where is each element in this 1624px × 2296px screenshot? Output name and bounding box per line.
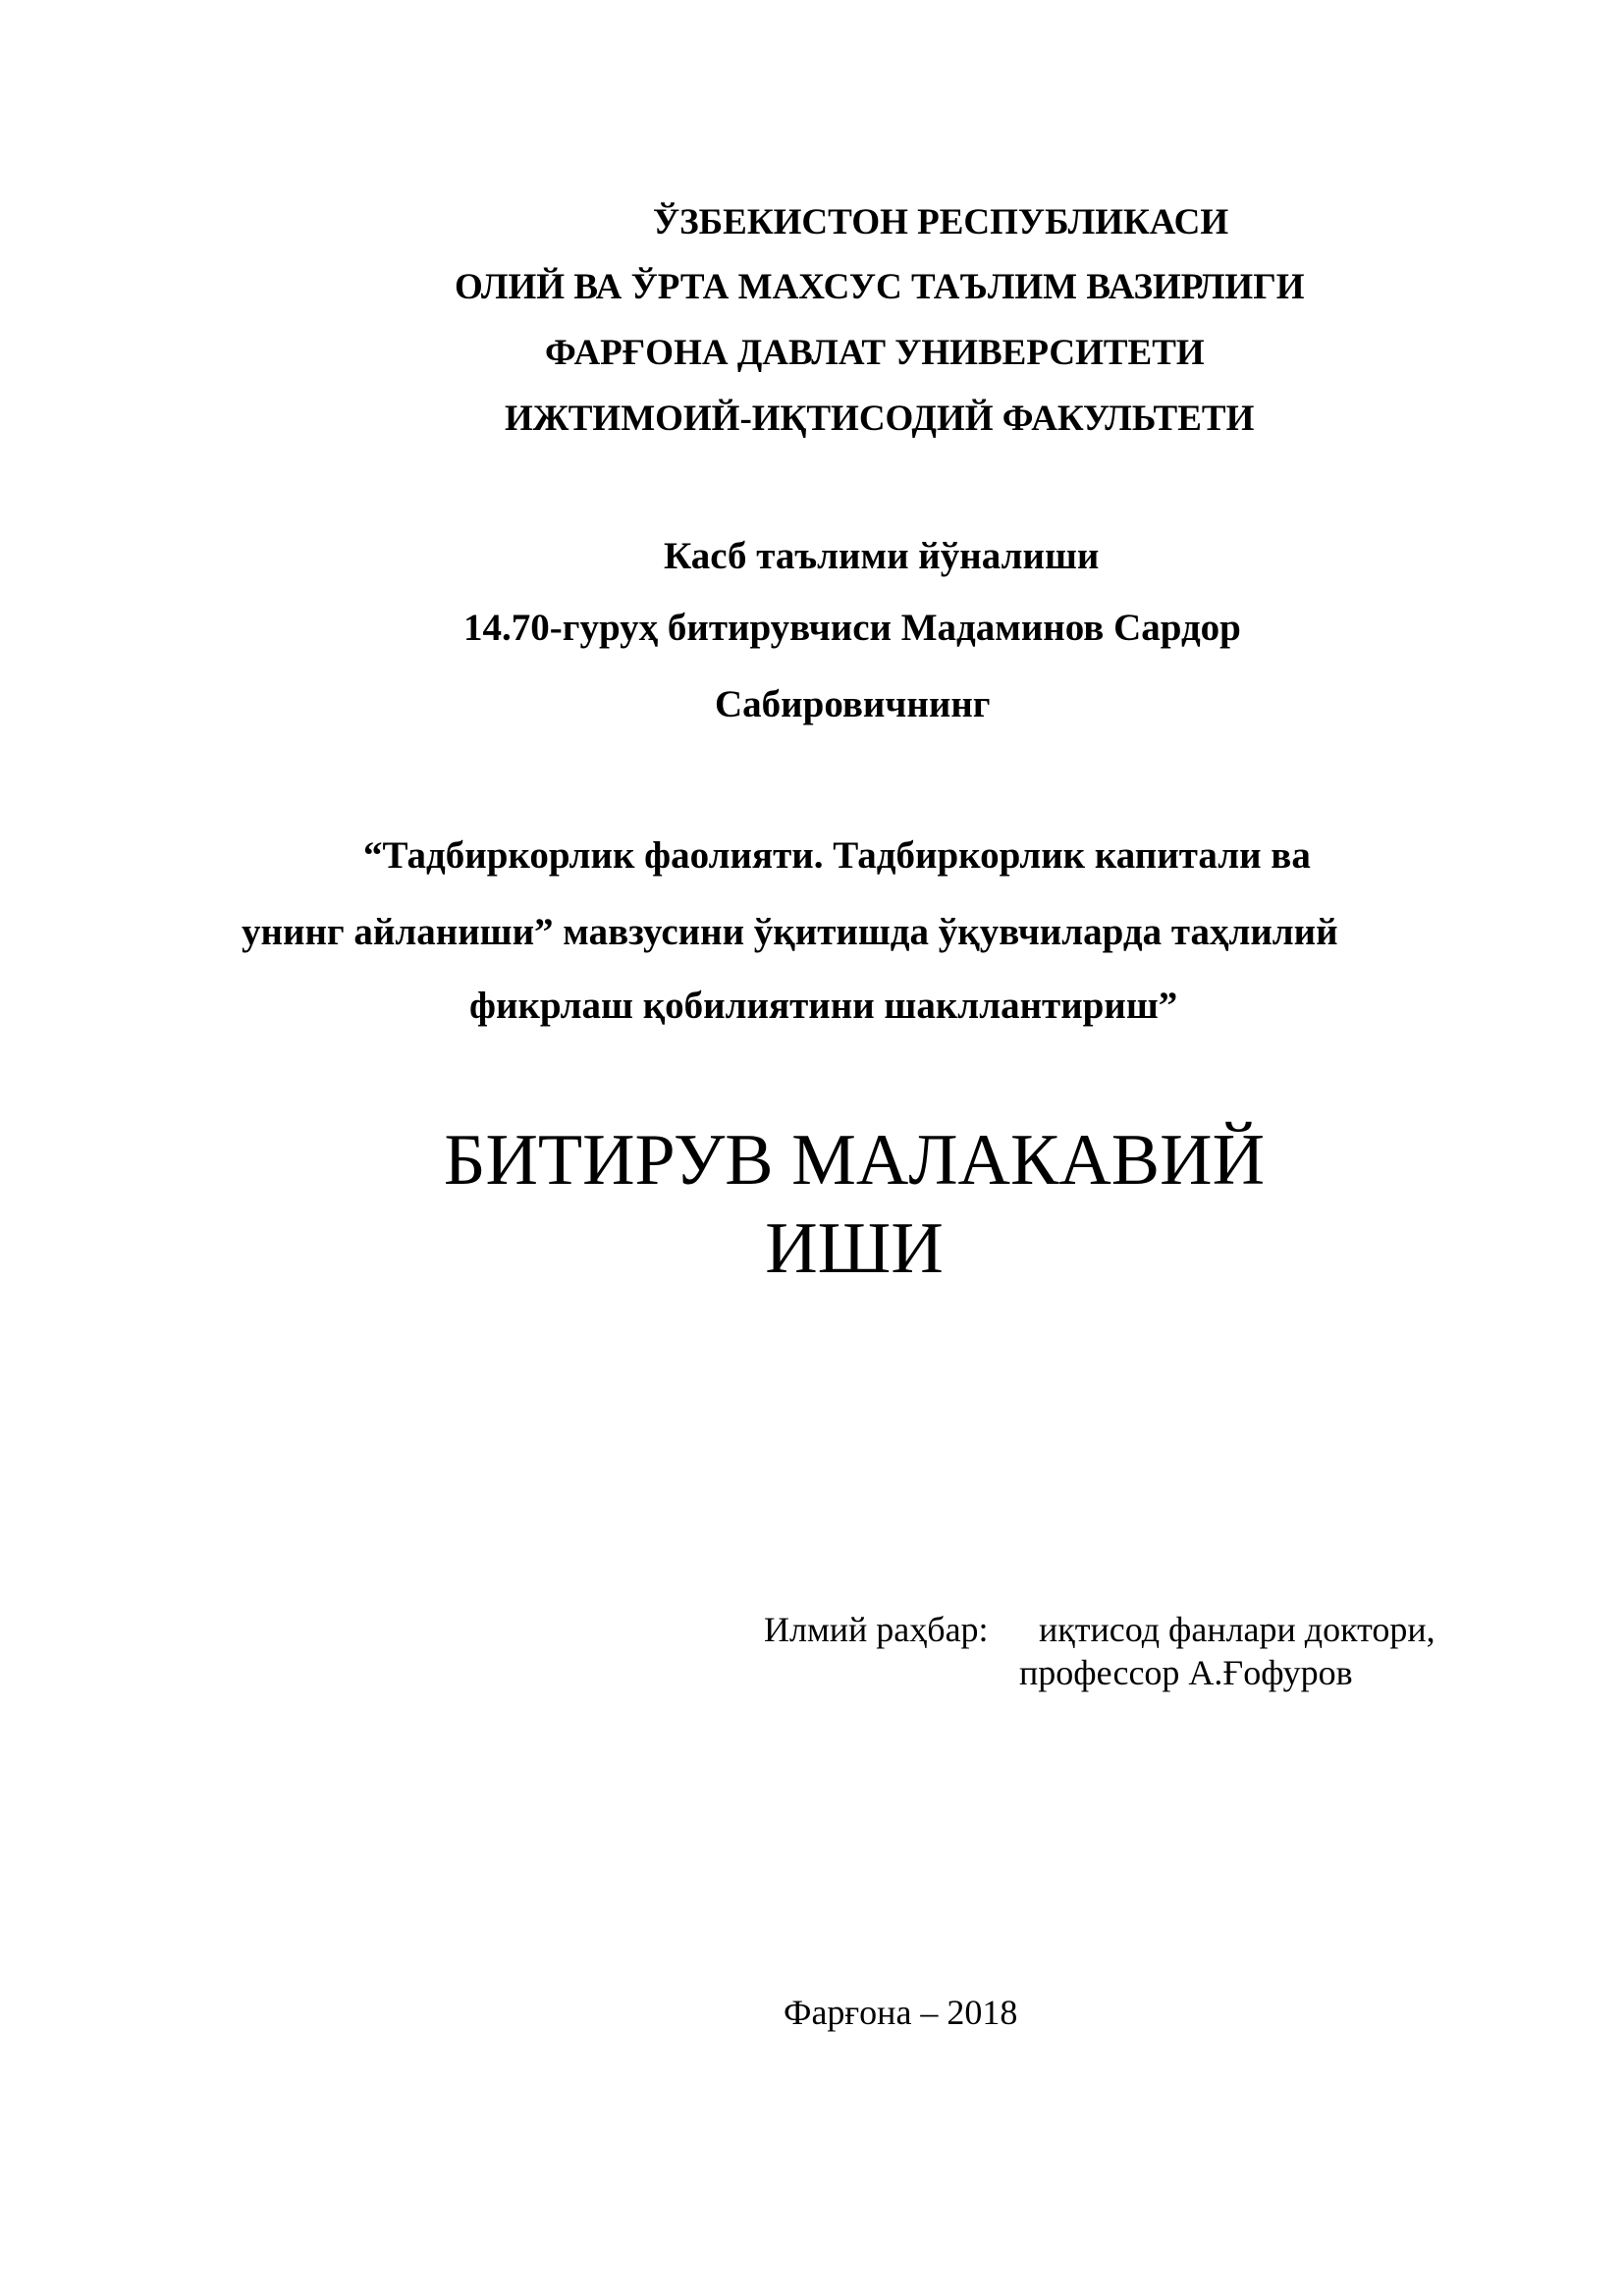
supervisor-name: профессор А.Ғофуров [1019,1653,1353,1692]
topic-line-1: “Тадбиркорлик фаолияти. Тадбиркорлик капитали ва [363,834,1311,877]
supervisor-degree: иқтисод фанлари доктори, [1039,1610,1435,1649]
header-line-university: ФАРҒОНА ДАВЛАТ УНИВЕРСИТЕТИ [545,333,1205,373]
topic-line-3: фикрлаш қобилиятини шакллантириш” [469,985,1178,1027]
student-direction: Касб таълими йўналиши [664,535,1100,577]
topic-line-2: унинг айланиши” мавзусини ўқитишда ўқувчиларда таҳлилий [242,911,1338,953]
header-line-republic: ЎЗБЕКИСТОН РЕСПУБЛИКАСИ [653,202,1229,242]
supervisor-label: Илмий раҳбар: [764,1610,989,1649]
footer-city-year: Фарғона – 2018 [784,1993,1018,2032]
student-group-name: 14.70-гуруҳ битирувчиси Мадаминов Сардор [463,607,1241,649]
student-patronymic: Сабировичнинг [715,683,991,725]
header-line-faculty: ИЖТИМОИЙ-ИҚТИСОДИЙ ФАКУЛЬТЕТИ [505,399,1255,439]
work-title-line-1: БИТИРУВ МАЛАКАВИЙ [443,1120,1266,1201]
work-title-line-2: ИШИ [765,1208,944,1289]
header-line-ministry: ОЛИЙ ВА ЎРТА МАХСУС ТАЪЛИМ ВАЗИРЛИГИ [455,267,1305,307]
